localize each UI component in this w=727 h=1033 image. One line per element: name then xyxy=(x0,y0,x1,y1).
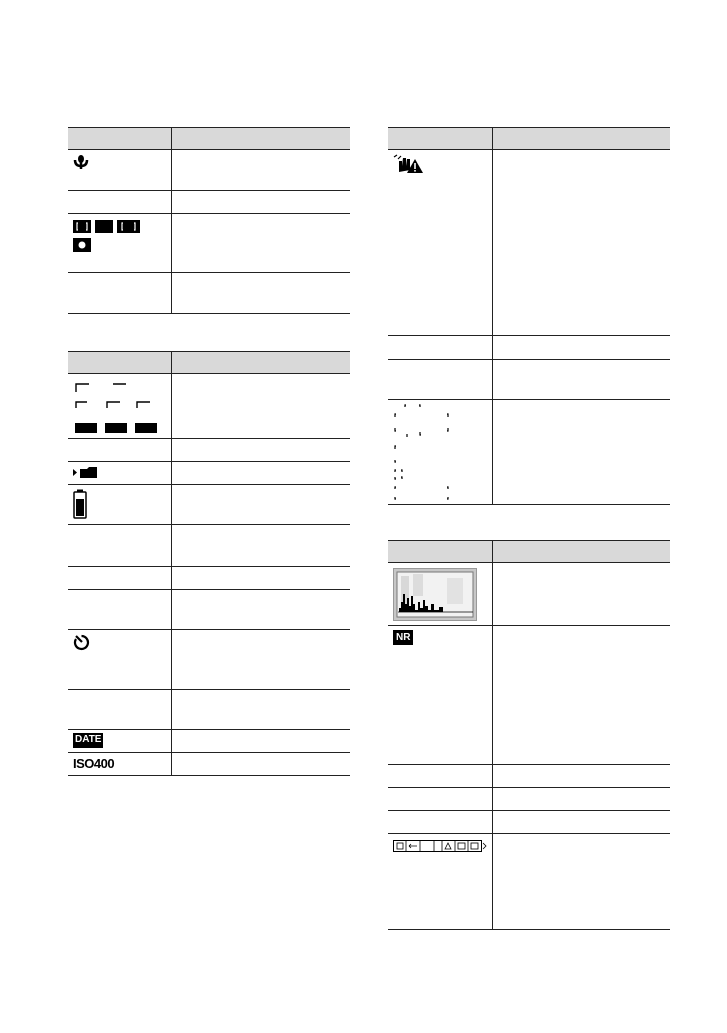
af-frame-indicator-icon xyxy=(393,404,463,500)
icon-cell xyxy=(68,485,171,525)
table-row xyxy=(68,730,350,753)
table-row xyxy=(68,630,350,690)
icon-table-4 xyxy=(388,540,670,930)
icon-cell xyxy=(388,400,492,505)
table-row xyxy=(68,462,350,485)
table-row xyxy=(388,834,670,930)
table-row xyxy=(388,336,670,360)
icon-cell xyxy=(68,630,171,690)
table-row xyxy=(68,150,350,191)
menu-guide-icon xyxy=(393,840,487,854)
self-timer-icon xyxy=(73,634,90,651)
table-header xyxy=(68,128,350,150)
table-row xyxy=(68,374,350,439)
nr-slow-shutter-icon: NR xyxy=(393,630,413,645)
icon-cell xyxy=(388,563,492,626)
table-header xyxy=(388,128,670,150)
table-row xyxy=(388,626,670,765)
table-row xyxy=(68,567,350,590)
date-stamp-icon: DATE xyxy=(73,733,103,748)
table-row xyxy=(68,214,350,273)
icon-cell xyxy=(68,462,171,485)
icon-cell xyxy=(68,753,171,776)
battery-low-icon xyxy=(73,489,87,519)
table-row xyxy=(68,590,350,630)
af-range-finder-icon xyxy=(73,378,163,434)
icon-cell xyxy=(388,626,492,765)
icon-table-3 xyxy=(388,127,670,505)
table-row xyxy=(388,360,670,400)
icon-table-2 xyxy=(68,351,350,776)
folder-icon xyxy=(73,466,105,479)
icon-cell xyxy=(68,730,171,753)
histogram-icon xyxy=(393,568,477,621)
iso-icon: ISO400 xyxy=(73,756,115,771)
header-cell xyxy=(171,128,350,150)
focus-frame-wide-icon xyxy=(95,220,113,233)
header-cell xyxy=(68,128,171,150)
focus-frame-icon xyxy=(73,220,91,233)
table-header xyxy=(68,352,350,374)
table-row xyxy=(388,150,670,336)
icon-cell xyxy=(68,150,171,191)
icon-cell xyxy=(68,214,171,273)
icon-cell xyxy=(388,834,492,930)
table-row xyxy=(388,788,670,811)
table-row xyxy=(388,400,670,505)
table-row xyxy=(68,273,350,314)
camera-shake-warning-icon xyxy=(393,154,423,174)
table-row xyxy=(68,753,350,776)
ae-spot-icon xyxy=(73,238,91,252)
table-row xyxy=(68,485,350,525)
icon-cell xyxy=(388,150,492,336)
macro-icon xyxy=(73,154,89,170)
icon-table-1 xyxy=(68,127,350,314)
focus-frame-center-icon xyxy=(117,220,140,233)
icon-cell xyxy=(68,374,171,439)
table-header xyxy=(388,541,670,563)
table-row xyxy=(388,811,670,834)
table-row xyxy=(388,765,670,788)
table-row xyxy=(68,191,350,214)
table-row xyxy=(68,690,350,730)
table-row xyxy=(68,439,350,462)
table-row xyxy=(68,525,350,567)
table-row xyxy=(388,563,670,626)
